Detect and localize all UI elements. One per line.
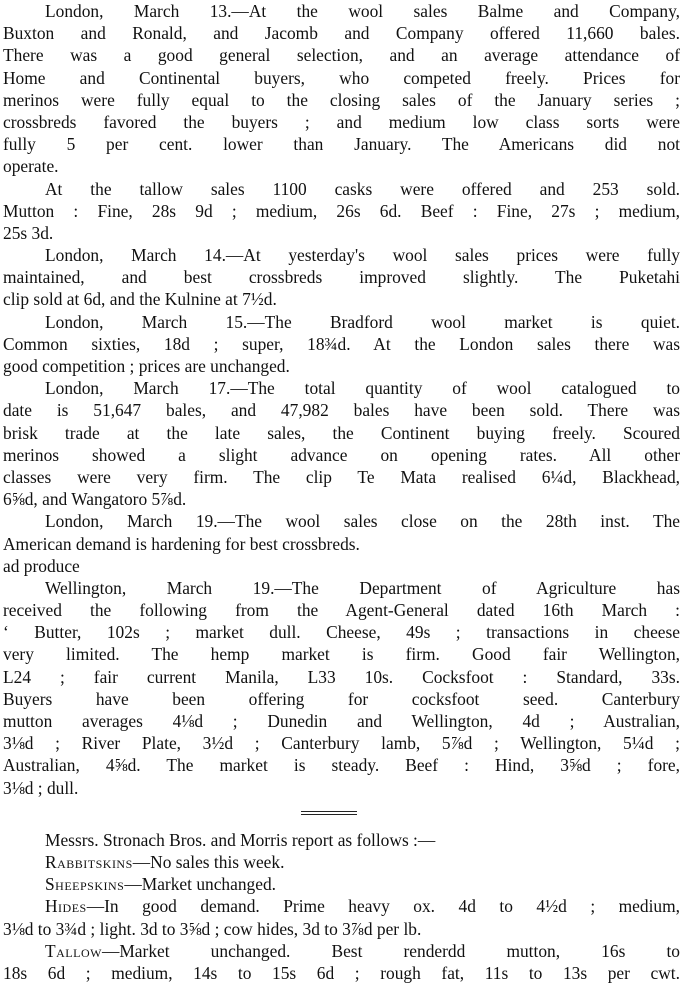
report-tallow-line-1 bbox=[3, 940, 680, 962]
article-line: classes were very firm. The clip Te Mata realised 6¼d, Blackhead, bbox=[3, 466, 680, 487]
article-line: 25s 3d. bbox=[3, 222, 54, 243]
article-line: Common sixties, 18d ; super, 18¾d. At the London sales there was bbox=[3, 333, 680, 354]
article-line: received the following from the Agent-General dated 16th March : bbox=[3, 600, 680, 621]
report-intro: Messrs. Stronach Bros. and Morris report as follows :— bbox=[45, 829, 436, 850]
article-line: operate. bbox=[3, 156, 59, 177]
article-line: Buyers have been offering for cocksfoot seed. Canterbury bbox=[3, 688, 680, 709]
article-line: maintained, and best crossbreds improved slightly. The Puketahi bbox=[3, 267, 680, 288]
article-line: London, March 15.—The Bradford wool market is quiet. bbox=[45, 311, 680, 332]
article-line: L24 ; fair current Manila, L33 10s. Cocksfoot : Standard, 33s. bbox=[3, 666, 680, 687]
section-gap bbox=[3, 820, 680, 829]
article-line: Wellington, March 19.—The Department of Agriculture has bbox=[45, 577, 680, 598]
article-line: London, March 17.—The total quantity of wool catalogued to bbox=[45, 378, 680, 399]
divider-rule-top bbox=[301, 811, 357, 812]
article-line: Buxton and Ronald, and Jacomb and Company offered 11,660 bales. bbox=[3, 23, 680, 44]
article-line: Australian, 4⅝d. The market is steady. Beef : Hind, 3⅝d ; fore, bbox=[3, 755, 680, 776]
article-line: London, March 13.—At the wool sales Balme and Company, bbox=[45, 1, 680, 21]
article-line: merinos were fully equal to the closing sales of the January series ; bbox=[3, 89, 680, 110]
article-line: There was a good general selection, and an average attendance of bbox=[3, 45, 680, 66]
article-line: American demand is hardening for best crossbreds. bbox=[3, 533, 360, 554]
report-hides-line-1 bbox=[3, 895, 680, 917]
sheepskins-heading: Sheepskins bbox=[45, 874, 125, 895]
article-line: crossbreds favored the buyers ; and medium low class sorts were bbox=[3, 111, 680, 132]
article-line: very limited. The hemp market is firm. Good fair Wellington, bbox=[3, 644, 680, 665]
divider-rule-bottom bbox=[301, 814, 357, 815]
article-line: 3⅛d ; River Plate, 3½d ; Canterbury lamb, 5⅞d ; Wellington, 5¼d ; bbox=[3, 733, 680, 754]
hides-heading: Hides bbox=[45, 896, 87, 917]
tallow-heading: Tallow bbox=[45, 940, 102, 961]
article-line: At the tallow sales 1100 casks were offered and 253 sold. bbox=[45, 178, 680, 199]
article-line: Home and Continental buyers, who competed freely. Prices for bbox=[3, 67, 680, 88]
report-tallow-line-2: 18s 6d ; medium, 14s to 15s 6d ; rough fat, 11s to 13s per cwt. bbox=[3, 962, 680, 983]
report-hides-line-2: 3⅛d to 3¾d ; light. 3d to 3⅝d ; cow hides, 3d to 3⅞d per lb. bbox=[3, 918, 422, 939]
article-line: London, March 14.—At yesterday's wool sales prices were fully bbox=[45, 245, 680, 266]
rabbitskins-text: —No sales this week. bbox=[132, 851, 285, 872]
article-line: Mutton : Fine, 28s 9d ; medium, 26s 6d. Beef : Fine, 27s ; medium, bbox=[3, 200, 680, 221]
article-line: date is 51,647 bales, and 47,982 bales have been sold. There was bbox=[3, 400, 680, 421]
hides-text-1: —In good demand. Prime heavy ox. 4d to 4½d ; medium, bbox=[86, 896, 680, 917]
article-line: 3⅛d ; dull. bbox=[3, 777, 79, 798]
market-news-article bbox=[3, 0, 680, 799]
article-line: mutton averages 4⅛d ; Dunedin and Wellington, 4d ; Australian, bbox=[3, 711, 680, 731]
sheepskins-text: —Market unchanged. bbox=[124, 874, 276, 895]
article-line: brisk trade at the late sales, the Continent buying freely. Scoured bbox=[3, 422, 680, 443]
article-line: clip sold at 6d, and the Kulnine at 7½d. bbox=[3, 289, 277, 310]
report-sheepskins bbox=[3, 873, 680, 895]
section-divider bbox=[3, 808, 680, 820]
article-line: London, March 19.—The wool sales close on the 28th inst. The bbox=[45, 511, 680, 532]
article-line: 6⅝d, and Wangatoro 5⅞d. bbox=[3, 489, 187, 510]
article-line: merinos showed a slight advance on opening rates. All other bbox=[3, 444, 680, 465]
tallow-text-1: —Market unchanged. Best renderdd mutton, 16s to bbox=[101, 940, 680, 961]
report-rabbitskins bbox=[3, 851, 680, 873]
rabbitskins-heading: Rabbitskins bbox=[45, 851, 133, 872]
article-line: good competition ; prices are unchanged. bbox=[3, 356, 290, 376]
article-line: fully 5 per cent. lower than January. The Americans did not bbox=[3, 134, 680, 155]
section-gap bbox=[3, 799, 680, 808]
article-line: ‘ Butter, 102s ; market dull. Cheese, 49s ; transactions in cheese bbox=[3, 622, 680, 643]
article-line: ad produce bbox=[3, 555, 80, 576]
stronach-report bbox=[3, 829, 680, 984]
